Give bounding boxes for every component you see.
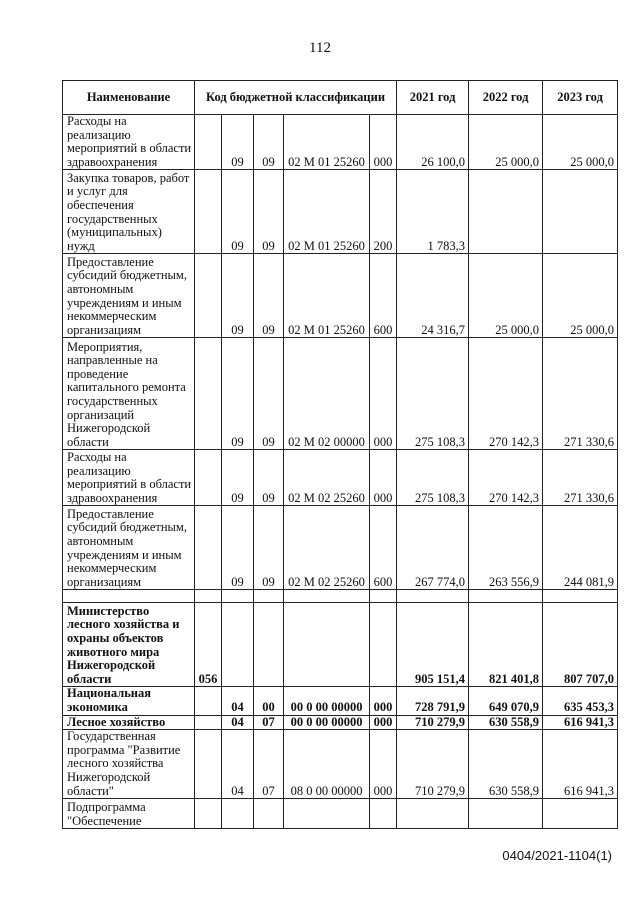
- code-section: [222, 603, 254, 687]
- code-target: [284, 590, 370, 603]
- row-name: Национальная экономика: [63, 687, 195, 715]
- value-2022: 25 000,0: [469, 254, 543, 338]
- header-code: Код бюджетной классификации: [195, 81, 397, 115]
- code-section: 09: [222, 254, 254, 338]
- row-name: Государственная программа "Развитие лесного хозяйства Нижегородской области": [63, 730, 195, 799]
- header-name: Наименование: [63, 81, 195, 115]
- value-2023: 25 000,0: [543, 115, 618, 170]
- value-2023: [543, 590, 618, 603]
- row-name: Расходы на реализацию мероприятий в области здравоохранения: [63, 115, 195, 170]
- document-code: 0404/2021-1104(1): [502, 848, 612, 863]
- row-name: Лесное хозяйство: [63, 715, 195, 730]
- value-2023: 271 330,6: [543, 338, 618, 450]
- table-body: [63, 115, 618, 829]
- code-section: 09: [222, 450, 254, 506]
- code-expense-type: 000: [370, 338, 397, 450]
- value-2023: 244 081,9: [543, 506, 618, 590]
- budget-table: [62, 80, 618, 829]
- code-expense-type: 000: [370, 115, 397, 170]
- code-subsection: [254, 603, 284, 687]
- code-ministry: [195, 715, 222, 730]
- code-target: 00 0 00 00000: [284, 715, 370, 730]
- code-subsection: 09: [254, 254, 284, 338]
- table-row: [63, 730, 618, 799]
- code-expense-type: 000: [370, 450, 397, 506]
- row-name: [63, 590, 195, 603]
- code-target: 02 М 01 25260: [284, 254, 370, 338]
- code-target: 02 М 02 25260: [284, 450, 370, 506]
- code-section: 04: [222, 715, 254, 730]
- code-ministry: [195, 338, 222, 450]
- code-expense-type: [370, 590, 397, 603]
- value-2022: [469, 590, 543, 603]
- table-row: [63, 115, 618, 170]
- value-2021: 267 774,0: [397, 506, 469, 590]
- value-2022: [469, 170, 543, 254]
- code-subsection: 09: [254, 338, 284, 450]
- value-2021: 710 279,9: [397, 715, 469, 730]
- code-expense-type: 600: [370, 254, 397, 338]
- code-target: 00 0 00 00000: [284, 687, 370, 715]
- code-section: 04: [222, 687, 254, 715]
- code-ministry: [195, 450, 222, 506]
- header-2023: 2023 год: [543, 81, 618, 115]
- row-name: Мероприятия, направленные на проведение капитального ремонта государственных организаций Нижегородской области: [63, 338, 195, 450]
- code-expense-type: 600: [370, 506, 397, 590]
- table-row: [63, 170, 618, 254]
- value-2021: 905 151,4: [397, 603, 469, 687]
- value-2022: 263 556,9: [469, 506, 543, 590]
- code-ministry: [195, 506, 222, 590]
- code-target: 08 0 00 00000: [284, 730, 370, 799]
- code-subsection: 09: [254, 450, 284, 506]
- value-2021: 710 279,9: [397, 730, 469, 799]
- code-ministry: [195, 799, 222, 829]
- value-2021: 275 108,3: [397, 450, 469, 506]
- table-row: [63, 254, 618, 338]
- value-2022: 25 000,0: [469, 115, 543, 170]
- code-expense-type: 000: [370, 715, 397, 730]
- code-section: 09: [222, 170, 254, 254]
- value-2022: [469, 799, 543, 829]
- value-2023: 616 941,3: [543, 715, 618, 730]
- header-2021: 2021 год: [397, 81, 469, 115]
- value-2023: 807 707,0: [543, 603, 618, 687]
- code-expense-type: 000: [370, 687, 397, 715]
- code-ministry: [195, 170, 222, 254]
- value-2022: 630 558,9: [469, 715, 543, 730]
- row-name: Министерство лесного хозяйства и охраны объектов животного мира Нижегородской области: [63, 603, 195, 687]
- code-ministry: 056: [195, 603, 222, 687]
- code-subsection: 00: [254, 687, 284, 715]
- table-row: [63, 799, 618, 829]
- table-row: [63, 590, 618, 603]
- value-2022: 270 142,3: [469, 338, 543, 450]
- value-2021: 26 100,0: [397, 115, 469, 170]
- code-target: [284, 603, 370, 687]
- code-subsection: [254, 799, 284, 829]
- code-target: 02 М 02 00000: [284, 338, 370, 450]
- code-section: [222, 799, 254, 829]
- code-section: 09: [222, 506, 254, 590]
- row-name: Подпрограмма "Обеспечение: [63, 799, 195, 829]
- value-2023: [543, 799, 618, 829]
- table-header-row: [63, 81, 618, 115]
- value-2021: [397, 590, 469, 603]
- code-subsection: 09: [254, 506, 284, 590]
- code-section: [222, 590, 254, 603]
- row-name: Предоставление субсидий бюджетным, автономным учреждениям и иным некоммерческим организациям: [63, 506, 195, 590]
- code-section: 09: [222, 338, 254, 450]
- table-row: [63, 506, 618, 590]
- code-target: 02 М 02 25260: [284, 506, 370, 590]
- code-subsection: [254, 590, 284, 603]
- row-name: Закупка товаров, работ и услуг для обеспечения государственных (муниципальных) нужд: [63, 170, 195, 254]
- code-section: 09: [222, 115, 254, 170]
- value-2021: 1 783,3: [397, 170, 469, 254]
- code-expense-type: 200: [370, 170, 397, 254]
- value-2021: 275 108,3: [397, 338, 469, 450]
- value-2023: 271 330,6: [543, 450, 618, 506]
- code-ministry: [195, 730, 222, 799]
- code-target: 02 М 01 25260: [284, 115, 370, 170]
- code-ministry: [195, 254, 222, 338]
- value-2023: 616 941,3: [543, 730, 618, 799]
- table-row: [63, 715, 618, 730]
- table-row: [63, 450, 618, 506]
- value-2022: 821 401,8: [469, 603, 543, 687]
- row-name: Предоставление субсидий бюджетным, автономным учреждениям и иным некоммерческим организациям: [63, 254, 195, 338]
- value-2023: [543, 170, 618, 254]
- value-2023: 25 000,0: [543, 254, 618, 338]
- code-subsection: 07: [254, 730, 284, 799]
- page-number: 112: [309, 40, 331, 56]
- header-2022: 2022 год: [469, 81, 543, 115]
- value-2022: 630 558,9: [469, 730, 543, 799]
- code-subsection: 07: [254, 715, 284, 730]
- table-row: [63, 603, 618, 687]
- value-2022: 270 142,3: [469, 450, 543, 506]
- value-2022: 649 070,9: [469, 687, 543, 715]
- code-target: [284, 799, 370, 829]
- code-section: 04: [222, 730, 254, 799]
- table-row: [63, 687, 618, 715]
- value-2021: [397, 799, 469, 829]
- code-subsection: 09: [254, 115, 284, 170]
- code-target: 02 М 01 25260: [284, 170, 370, 254]
- code-ministry: [195, 115, 222, 170]
- code-ministry: [195, 590, 222, 603]
- value-2023: 635 453,3: [543, 687, 618, 715]
- value-2021: 728 791,9: [397, 687, 469, 715]
- value-2021: 24 316,7: [397, 254, 469, 338]
- code-ministry: [195, 687, 222, 715]
- code-expense-type: [370, 799, 397, 829]
- row-name: Расходы на реализацию мероприятий в области здравоохранения: [63, 450, 195, 506]
- code-expense-type: [370, 603, 397, 687]
- table-row: [63, 338, 618, 450]
- code-subsection: 09: [254, 170, 284, 254]
- code-expense-type: 000: [370, 730, 397, 799]
